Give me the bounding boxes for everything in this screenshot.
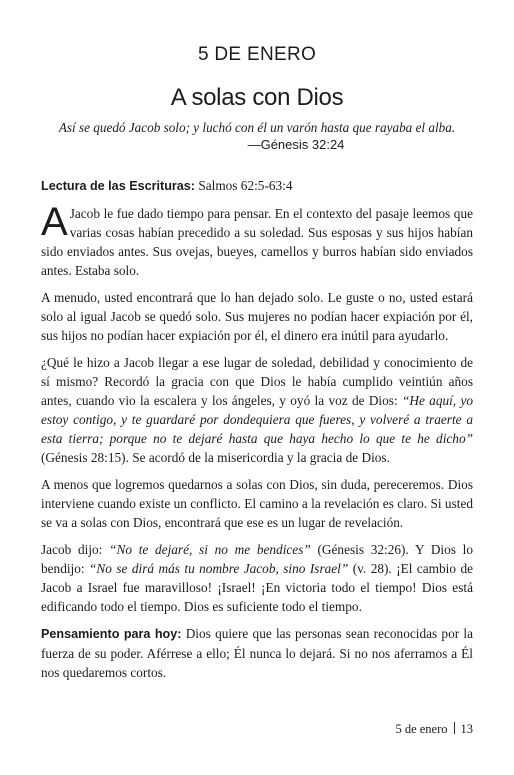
paragraph-3-text-b: (Génesis 28:15). Se acordó de la misericordia y la gracia de Dios. xyxy=(41,450,390,465)
paragraph-5-text-c: (v. 28). ¡El cambio de Jacob a Israel fue maravilloso! ¡Israel! ¡En victoria todo el tiempo! Dios está edificando todo el tiempo. Dios es suficiente todo el tiempo. xyxy=(41,561,474,614)
paragraph-5-quote-a: “No te dejaré, si no me bendices” xyxy=(109,542,311,557)
paragraph-1 xyxy=(41,200,473,280)
paragraph-3 xyxy=(41,353,473,467)
scripture-reading-passage: Salmos 62:5-63:4 xyxy=(195,178,293,193)
paragraph-1-text: Jacob le fue dado tiempo para pensar. En el contexto del pasaje leemos que varias cosas habían precedido a su soledad. Sus esposas y sus hijos habían sido enviados antes. Sus ovejas, bueyes, camellos y burros habían sido enviados antes. Estaba solo. xyxy=(41,206,473,278)
date-heading: 5 DE ENERO xyxy=(197,44,317,65)
page-title: A solas con Dios xyxy=(170,84,344,111)
paragraph-2: A menudo, usted encontrará que lo han dejado solo. Le guste o no, usted estará solo al igual Jacob se quedó solo. Sus mujeres no podían hacer expiación por él, sus hijos no podían hacer expiación por él, el dinero era inútil para ayudarlo. xyxy=(41,290,473,343)
thought-label: Pensamiento para hoy: xyxy=(41,627,182,641)
paragraph-5-text-a: Jacob dijo: xyxy=(41,542,110,557)
paragraph-5 xyxy=(41,540,473,616)
running-head: 5 de enero xyxy=(395,722,448,736)
paragraph-3-quote: “He aquí, yo estoy contigo, y te guardaré por dondequiera que fueres, y volveré a traerte a esta tierra; porque no te dejaré hasta que haya hecho lo que te he dicho” xyxy=(41,393,473,446)
paragraph-4: A menos que logremos quedarnos a solas con Dios, sin duda, pereceremos. Dios interviene cuando existe un conflicto. El camino a la revelación es claro. Si usted se va a solas con Dios, encontrará que ese es un lugar de revelación. xyxy=(41,477,473,530)
epigraph-reference: —Génesis 32:24 xyxy=(247,137,345,152)
page-number: 13 xyxy=(460,722,473,736)
scripture-reading xyxy=(41,176,473,196)
paragraph-5-quote-b: “No se dirá más tu nombre Jacob, sino Israel” xyxy=(89,561,349,576)
drop-cap: A xyxy=(41,200,68,244)
scripture-reading-label: Lectura de las Escrituras: xyxy=(41,179,195,193)
page-footer xyxy=(395,722,473,737)
epigraph-verse: Así se quedó Jacob solo; y luchó con él un varón hasta que rayaba el alba. xyxy=(58,120,456,135)
thought-for-today xyxy=(41,624,473,682)
devotional-body xyxy=(41,176,473,690)
footer-divider xyxy=(454,722,455,734)
paragraph-5-text-b: (Génesis 32:26). Y Dios lo bendijo: xyxy=(41,542,473,576)
thought-text: Dios quiere que las personas sean reconocidas por la fuerza de su poder. Aférrese a ello; Él nunca lo dejará. Si no nos aferramos a Él nos quedaremos cortos. xyxy=(41,626,473,680)
devotional-page xyxy=(41,0,473,775)
paragraph-3-text-a: ¿Qué le hizo a Jacob llegar a ese lugar de soledad, debilidad y conocimiento de sí mismo? Recordó la gracia con que Dios le había cumplido veintiún años antes, cuando vio la escalera y los ángeles, y oyó la voz de Dios: xyxy=(41,355,473,408)
